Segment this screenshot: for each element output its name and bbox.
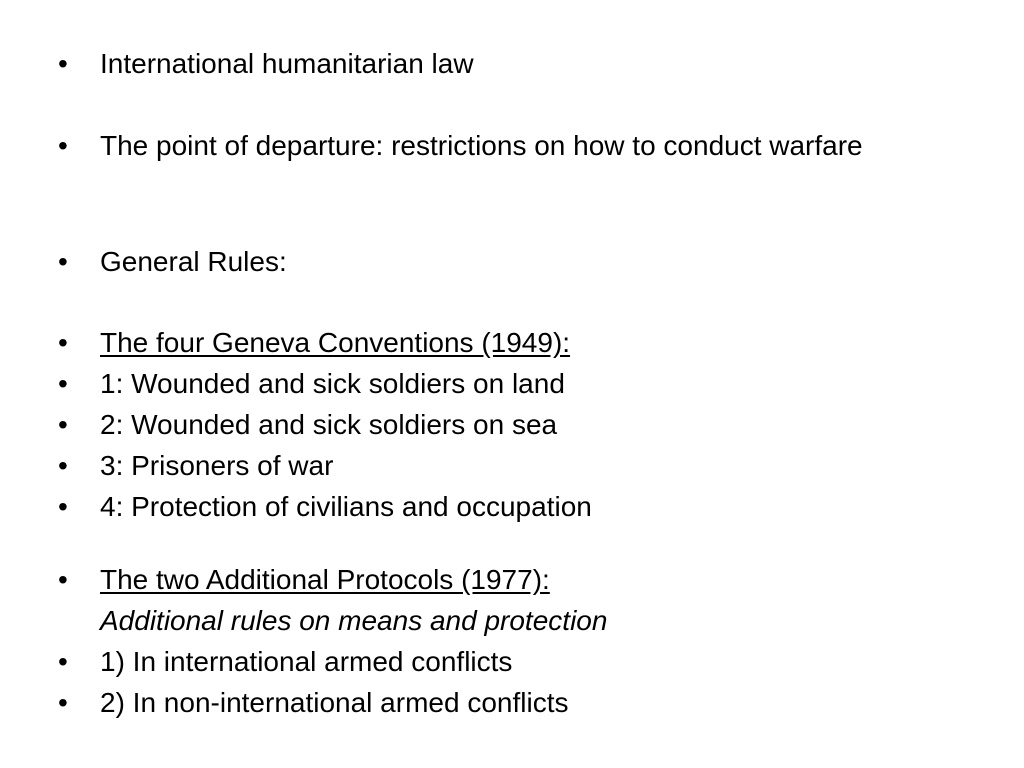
item-text: International humanitarian law [100,48,474,79]
item-text: 4: Protection of civilians and occupation [100,491,592,522]
bullet: • [58,646,68,677]
bullet: • [58,491,68,522]
item-text: 2: Wounded and sick soldiers on sea [100,409,558,440]
item-text: 1: Wounded and sick soldiers on land [100,368,565,399]
item-text: The point of departure: restrictions on how to conduct warfare [100,130,863,161]
bullet: • [58,409,68,440]
bullet: • [58,450,68,481]
bullet: • [58,130,68,161]
item-text: 2) In non-international armed conflicts [100,687,569,718]
section-heading-geneva: The four Geneva Conventions (1949): [100,327,571,358]
bullet: • [58,687,68,718]
bullet: • [58,564,68,595]
item-text: 1) In international armed conflicts [100,646,513,677]
section-heading-protocols: The two Additional Protocols (1977): [100,564,550,595]
bullet: • [58,48,68,79]
bullet: • [58,246,68,277]
item-text: 3: Prisoners of war [100,450,334,481]
protocols-subtitle: Additional rules on means and protection [100,605,608,636]
bullet: • [58,368,68,399]
item-text: General Rules: [100,246,287,277]
bullet: • [58,327,68,358]
